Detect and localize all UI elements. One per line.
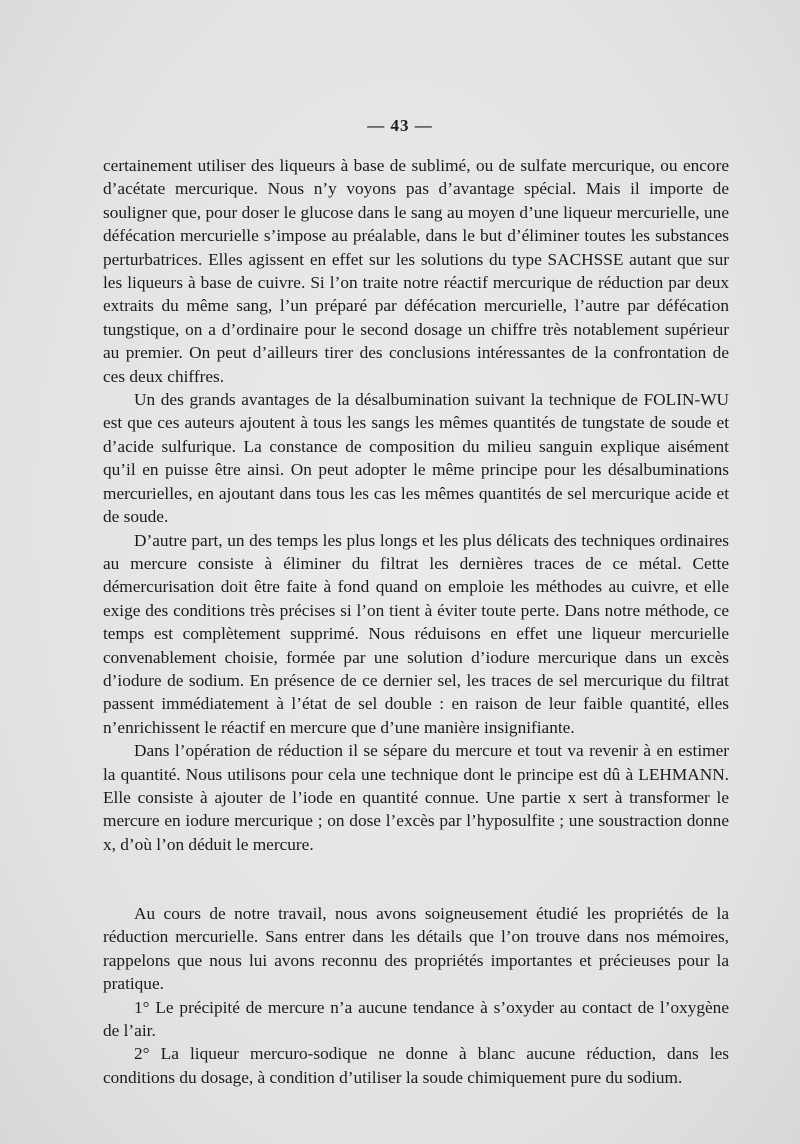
paragraph: 1° Le précipité de mercure n’a aucune tendance à s’oxyder au contact de l’oxygène de l’air. [103, 997, 729, 1041]
text-section-1 [103, 154, 729, 856]
paragraph: certainement utiliser des liqueurs à base de sublimé, ou de sulfate mercurique, ou encore d’acétate mercurique. Nous n’y voyons pas d’avantage spécial. Mais il importe de souligner que, pour doser le glucose dans le sang au moyen d’une liqueur mercurielle, une défécation mercurielle s’impose au préalable, dans le but d’éliminer toutes les substances perturbatrices. Elles agissent en effet sur les solutions du type SACHSSE autant que sur les liqueurs à base de cuivre. Si l’on traite notre réactif mercurique de réduction par deux extraits du même sang, l’un préparé par défécation mercurielle, l’autre par défécation tungstique, on a d’ordinaire pour le second dosage un chiffre très notablement supérieur au premier. On peut d’ailleurs tirer des conclusions intéressantes de la confrontation de ces deux chiffres. [103, 156, 729, 386]
paragraph: Au cours de notre travail, nous avons soigneusement étudié les propriétés de la réduction mercurielle. Sans entrer dans les détails que l’on trouve dans nos mémoires, rappelons que nous lui avons reconnu des propriétés importantes et précieuses pour la pratique. [103, 904, 729, 994]
paragraph: Un des grands avantages de la désalbumination suivant la technique de FOLIN-WU est que ces auteurs ajoutent à tous les sangs les mêmes quantités de tungstate de soude et d’acide sulfurique. La constance de composition du milieu sanguin explique aisément qu’il en puisse être ainsi. On peut adopter le même principe pour les désalbuminations mercurielles, en ajoutant dans tous les cas les mêmes quantités de sel mercurique acide et de soude. [103, 390, 729, 527]
page-number: — 43 — [367, 116, 433, 135]
paragraph: 2° La liqueur mercuro-sodique ne donne à blanc aucune réduction, dans les conditions du dosage, à condition d’utiliser la soude chimiquement pure du sodium. [103, 1044, 729, 1087]
paragraph: Dans l’opération de réduction il se sépare du mercure et tout va revenir à en estimer la quantité. Nous utilisons pour cela une technique dont le principe est dû à LEHMANN. Elle consiste à ajouter de l’iode en quantité connue. Une partie x sert à transformer le mercure en iodure mercurique ; on dose l’excès par l’hyposulfite ; une soustraction donne x, d’où l’on déduit le mercure. [103, 741, 729, 854]
paragraph: D’autre part, un des temps les plus longs et les plus délicats des techniques ordinaires au mercure consiste à éliminer du filtrat les dernières traces de ce métal. Cette démercurisation doit être faite à fond quand on emploie les méthodes au cuivre, et elle exige des conditions très précises si l’on tient à éviter toute perte. Dans notre méthode, ce temps est complètement supprimé. Nous réduisons en effet une liqueur mercurielle convenablement choisie, formée par une solution d’iodure mercurique dans un excès d’iodure de sodium. En présence de ce dernier sel, les traces de sel mercurique du filtrat passent immédiatement à l’état de sel double : en raison de leur faible quantité, elles n’enrichissent le réactif en mercure que d’une manière insignifiante. [103, 530, 729, 737]
text-section-2 [103, 902, 729, 1089]
